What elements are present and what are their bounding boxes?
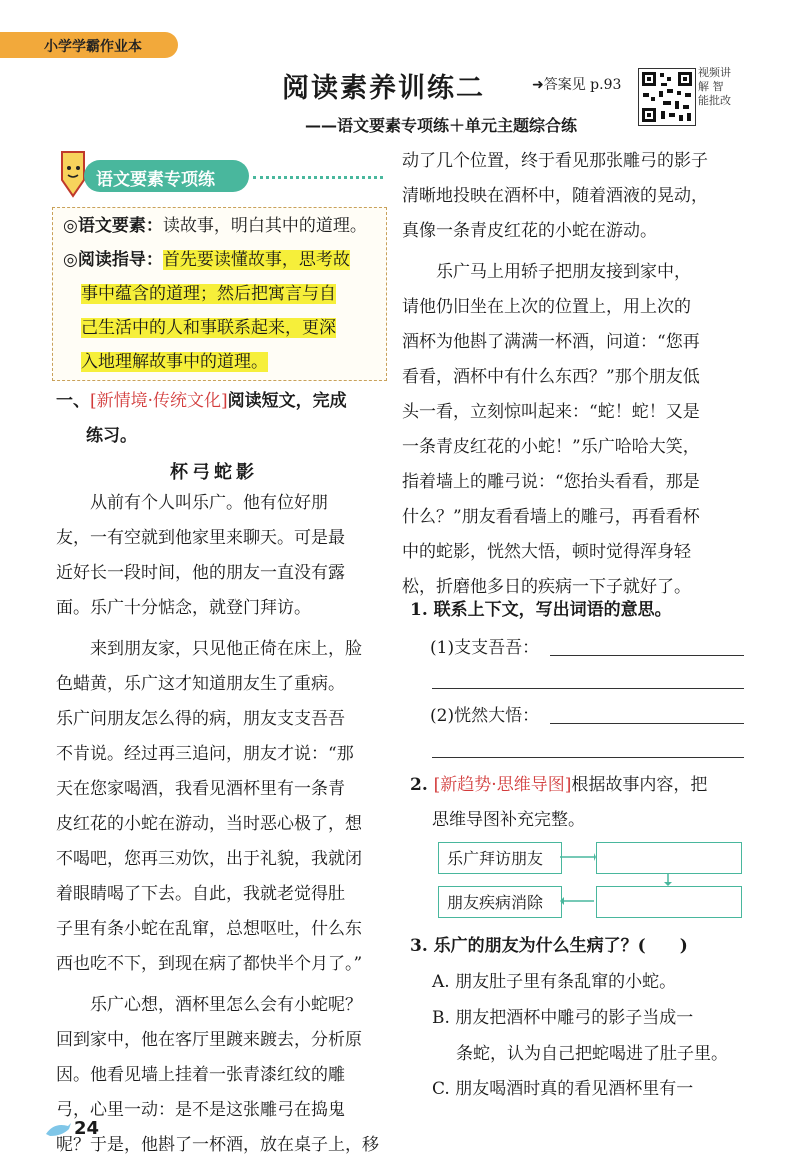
question-2-cont: 思维导图补充完整。 <box>432 810 585 830</box>
story-line: 真像一条青皮红花的小蛇在游动。 <box>402 221 657 241</box>
story-line: 从前有个人叫乐广。他有位好朋 <box>90 493 328 513</box>
story-line: 西也吃不下，到现在病了都快半个月了。” <box>56 954 363 974</box>
option-b[interactable]: B. 朋友把酒杯中雕弓的影子当成一 <box>432 1008 694 1028</box>
option-c[interactable]: C. 朋友喝酒时真的看见酒杯里有一 <box>432 1079 694 1099</box>
series-tag: 小学学霸作业本 <box>0 32 178 58</box>
mindmap-box-end: 朋友疾病消除 <box>438 886 562 918</box>
question-1: 1. 联系上下文，写出词语的意思。 <box>410 600 672 620</box>
page-number: 24 <box>74 1118 100 1139</box>
story-line: 请他仍旧坐在上次的位置上，用上次的 <box>402 297 691 317</box>
story-line: 近好长一段时间，他的朋友一直没有露 <box>56 563 345 583</box>
story-line: 不肯说。经过再三追问，朋友才说：“那 <box>56 744 354 764</box>
story-line: 中的蛇影，恍然大悟，顿时觉得浑身轻 <box>402 542 691 562</box>
story-line: 乐广马上用轿子把朋友接到家中， <box>436 262 691 282</box>
story-line: 乐广心想，酒杯里怎么会有小蛇呢？ <box>90 995 362 1015</box>
story-title: 杯弓蛇影 <box>170 462 258 483</box>
story-line: 皮红花的小蛇在游动，当时恶心极了，想 <box>56 814 362 834</box>
story-line: 因。他看见墙上挂着一张青漆红纹的雕 <box>56 1065 345 1085</box>
answer-blank[interactable] <box>432 688 744 689</box>
story-line: 动了几个位置，终于看见那张雕弓的影子 <box>402 151 708 171</box>
story-line: 乐广问朋友怎么得的病，朋友支支吾吾 <box>56 709 345 729</box>
banner-divider <box>253 176 383 179</box>
story-line: 面。乐广十分惦念，就登门拜访。 <box>56 598 311 618</box>
page-title: 阅读素养训练二 <box>282 73 485 104</box>
reading-guide-line-1: ◎阅读指导：首先要读懂故事，思考故 <box>63 250 350 270</box>
story-line: 着眼睛喝了下去。自此，我就老觉得肚 <box>56 884 345 904</box>
story-line: 呢？于是，他斟了一杯酒，放在桌子上，移 <box>56 1135 379 1155</box>
story-line: 友，一有空就到他家里来聊天。可是最 <box>56 528 345 548</box>
reading-element-line: ◎语文要素：读故事，明白其中的道理。 <box>63 216 367 236</box>
story-line: 天在您家喝酒，我看见酒杯里有一条青 <box>56 779 345 799</box>
question-1a: (1)支支吾吾： <box>430 638 540 658</box>
story-line: 指着墙上的雕弓说：“您抬头看看，那是 <box>402 472 700 492</box>
story-line: 什么？”朋友看看墙上的雕弓，再看看杯 <box>402 507 700 527</box>
qr-code-icon[interactable] <box>638 68 696 126</box>
story-line: 回到家中，他在客厅里踱来踱去，分析原 <box>56 1030 362 1050</box>
story-line: 弓，心里一动：是不是这张雕弓在捣鬼 <box>56 1100 345 1120</box>
story-line: 清晰地投映在酒杯中，随着酒液的晃动， <box>402 186 708 206</box>
exercise-intro-cont: 练习。 <box>86 426 137 446</box>
option-a[interactable]: A. 朋友肚子里有条乱窜的小蛇。 <box>432 972 677 992</box>
question-3: 3. 乐广的朋友为什么生病了？( ) <box>410 936 688 956</box>
story-line: 色蜡黄，乐广这才知道朋友生了重病。 <box>56 674 345 694</box>
dolphin-icon <box>44 1120 72 1144</box>
question-2: 2. [新趋势·思维导图]根据故事内容，把 <box>410 775 708 795</box>
story-line: 酒杯为他斟了满满一杯酒，问道：“您再 <box>402 332 700 352</box>
story-line: 来到朋友家，只见他正倚在床上，脸 <box>90 639 362 659</box>
video-note: 视频讲解 智能批改 <box>698 66 731 107</box>
story-line: 看看，酒杯中有什么东西？”那个朋友低 <box>402 367 700 387</box>
story-right-column <box>402 144 752 605</box>
reading-guide-line-2: 事中蕴含的道理；然后把寓言与自 <box>81 284 336 304</box>
answer-reference: ➜答案见 p.93 <box>532 77 622 93</box>
story-line: 松，折磨他多日的疾病一下子就好了。 <box>402 577 691 597</box>
mindmap-arrows <box>560 840 750 920</box>
story-line: 不喝吧，您再三劝饮，出于礼貌，我就闭 <box>56 849 362 869</box>
answer-blank[interactable] <box>550 655 744 656</box>
exercise-intro: 一、[新情境·传统文化]阅读短文，完成 <box>56 391 347 411</box>
reading-guide-line-4: 入地理解故事中的道理。 <box>81 352 268 372</box>
page-subtitle: ——语文要素专项练＋单元主题综合练 <box>305 116 578 135</box>
section-banner: 语文要素专项练 <box>84 160 249 192</box>
reading-guide-line-3: 己生活中的人和事联系起来，更深 <box>81 318 336 338</box>
option-b-cont: 条蛇，认为自己把蛇喝进了肚子里。 <box>456 1044 728 1064</box>
story-left-column <box>56 486 391 1163</box>
answer-blank[interactable] <box>432 757 744 758</box>
story-line: 头一看，立刻惊叫起来：“蛇！蛇！又是 <box>402 402 700 422</box>
reading-guide-box <box>52 207 387 381</box>
question-1b: (2)恍然大悟： <box>430 706 540 726</box>
story-line: 子里有条小蛇在乱窜，总想呕吐，什么东 <box>56 919 362 939</box>
mindmap-box-start: 乐广拜访朋友 <box>438 842 562 874</box>
story-line: 一条青皮红花的小蛇！”乐广哈哈大笑， <box>402 437 700 457</box>
answer-blank[interactable] <box>550 723 744 724</box>
